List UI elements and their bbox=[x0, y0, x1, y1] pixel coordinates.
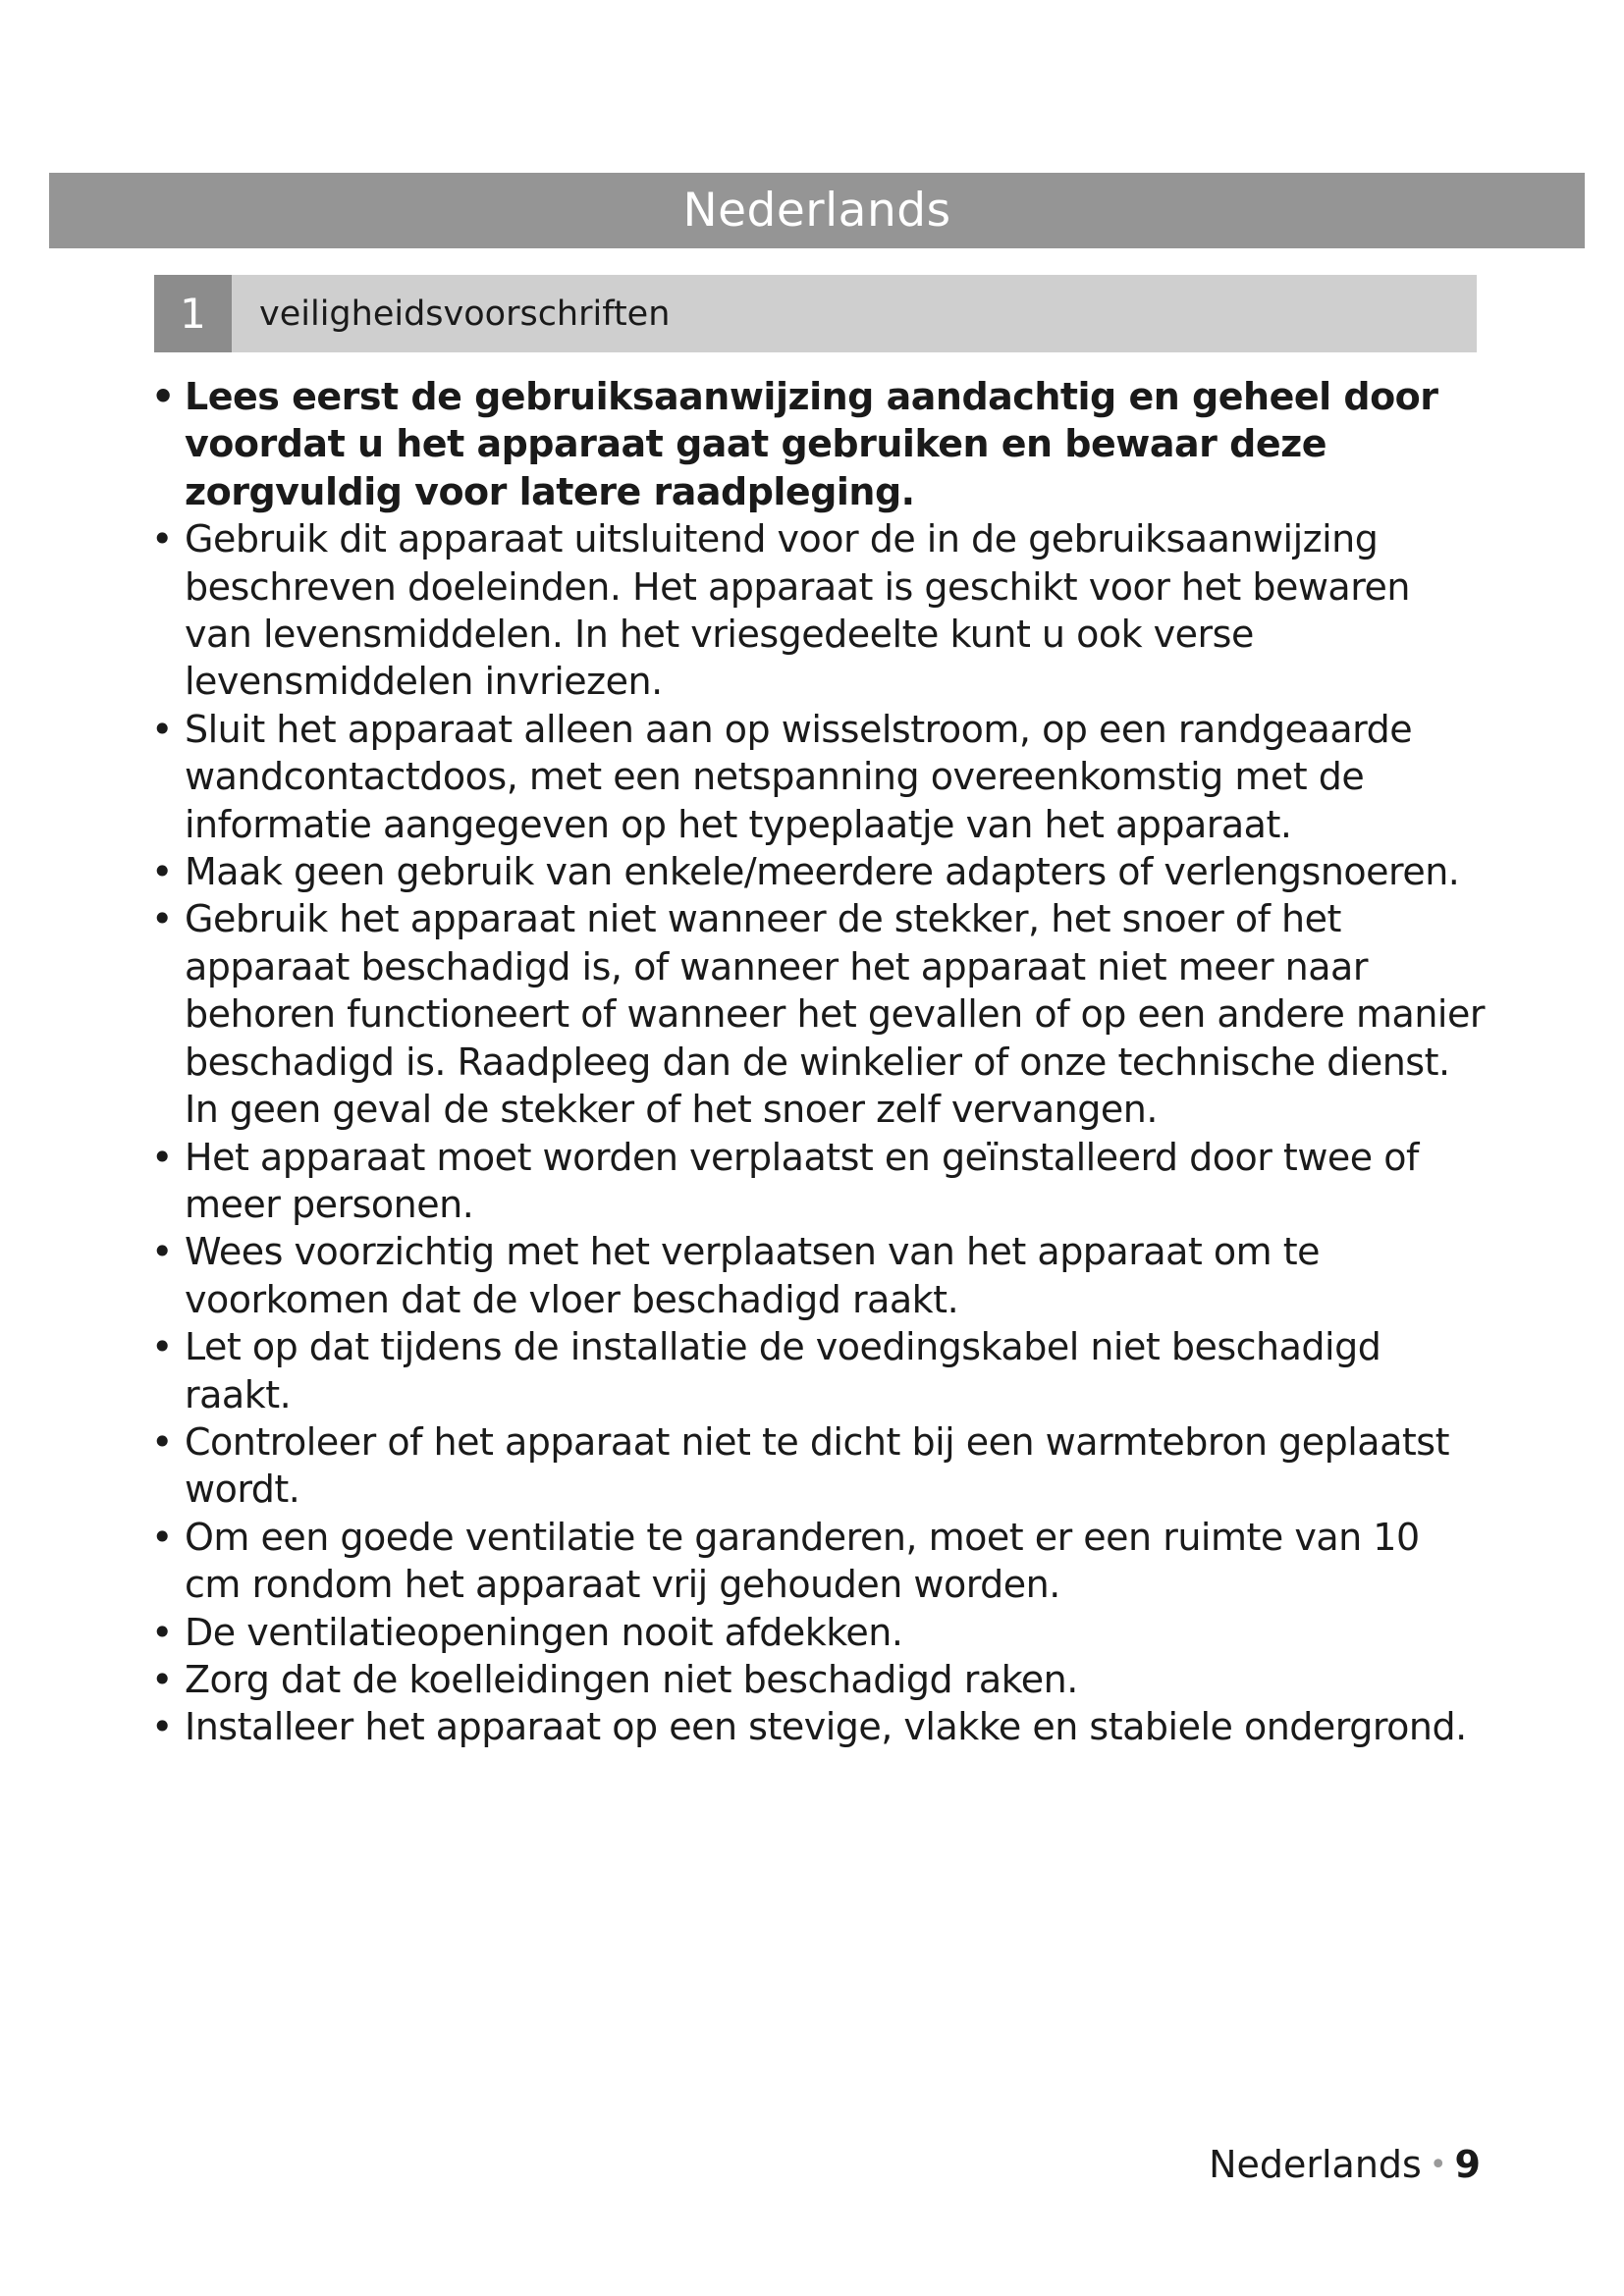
instruction-text: • Let op dat tijdens de installatie de voedingskabel niet beschadigd raakt. bbox=[185, 1325, 1381, 1416]
instruction-item bbox=[151, 706, 1487, 848]
instruction-text: • Lees eerst de gebruiksaanwijzing aandachtig en geheel door voordat u het apparaat gaat gebruiken en bewaar deze zorgvuldig voor latere raadpleging. bbox=[185, 375, 1438, 513]
instruction-item bbox=[151, 1418, 1487, 1514]
language-banner bbox=[49, 173, 1585, 248]
section-number: 1 bbox=[154, 275, 232, 352]
instruction-item bbox=[151, 1656, 1487, 1703]
page-footer bbox=[1209, 2143, 1481, 2186]
instruction-text: • Gebruik het apparaat niet wanneer de stekker, het snoer of het apparaat beschadigd is, of wanneer het apparaat niet meer naar behoren functioneert of wanneer het gevallen of op een andere manier beschadigd is. Raadpleeg dan de winkelier of onze technische dienst. In geen geval de stekker of het snoer zelf vervangen. bbox=[185, 897, 1485, 1132]
instruction-item bbox=[151, 848, 1487, 895]
instruction-text: • Het apparaat moet worden verplaatst en geïnstalleerd door twee of meer personen. bbox=[185, 1135, 1419, 1226]
section-title: veiligheidsvoorschriften bbox=[259, 294, 671, 334]
footer-separator: • bbox=[1429, 2147, 1447, 2182]
instruction-text: • Zorg dat de koelleidingen niet beschadigd raken. bbox=[185, 1657, 1078, 1701]
instruction-text: • Gebruik dit apparaat uitsluitend voor de in de gebruiksaanwijzing beschreven doeleinden. Het apparaat is geschikt voor het bewaren van levensmiddelen. In het vriesgedeelte kunt u ook verse levensmiddelen invriezen. bbox=[185, 517, 1410, 704]
instruction-text: • Om een goede ventilatie te garanderen, moet er een ruimte van 10 cm rondom het apparaat vrij gehouden worden. bbox=[185, 1515, 1420, 1607]
language-title: Nederlands bbox=[682, 184, 951, 238]
instruction-text: • Maak geen gebruik van enkele/meerdere adapters of verlengsnoeren. bbox=[185, 850, 1460, 894]
instruction-item bbox=[151, 1323, 1487, 1418]
instruction-item bbox=[151, 1609, 1487, 1656]
instruction-list bbox=[151, 373, 1487, 1751]
instruction-text: • Controleer of het apparaat niet te dicht bij een warmtebron geplaatst wordt. bbox=[185, 1419, 1449, 1512]
footer-language: Nederlands bbox=[1209, 2143, 1422, 2186]
safety-instructions bbox=[151, 373, 1487, 1751]
instruction-item bbox=[151, 1703, 1487, 1750]
instruction-text: • Sluit het apparaat alleen aan op wisselstroom, op een randgeaarde wandcontactdoos, met een netspanning overeenkomstig met de informatie aangegeven op het typeplaatje van het apparaat. bbox=[185, 707, 1413, 846]
instruction-text: • Installeer het apparaat op een stevige, vlakke en stabiele ondergrond. bbox=[185, 1705, 1467, 1749]
instruction-text: • De ventilatieopeningen nooit afdekken. bbox=[185, 1610, 903, 1654]
instruction-item bbox=[151, 895, 1487, 1133]
instruction-item bbox=[151, 1228, 1487, 1323]
instruction-item bbox=[151, 373, 1487, 515]
section-header bbox=[154, 275, 1477, 352]
instruction-item bbox=[151, 1514, 1487, 1609]
page-number: 9 bbox=[1454, 2143, 1481, 2186]
instruction-item bbox=[151, 1134, 1487, 1229]
instruction-text: • Wees voorzichtig met het verplaatsen van het apparaat om te voorkomen dat de vloer beschadigd raakt. bbox=[185, 1230, 1321, 1321]
instruction-item bbox=[151, 515, 1487, 706]
